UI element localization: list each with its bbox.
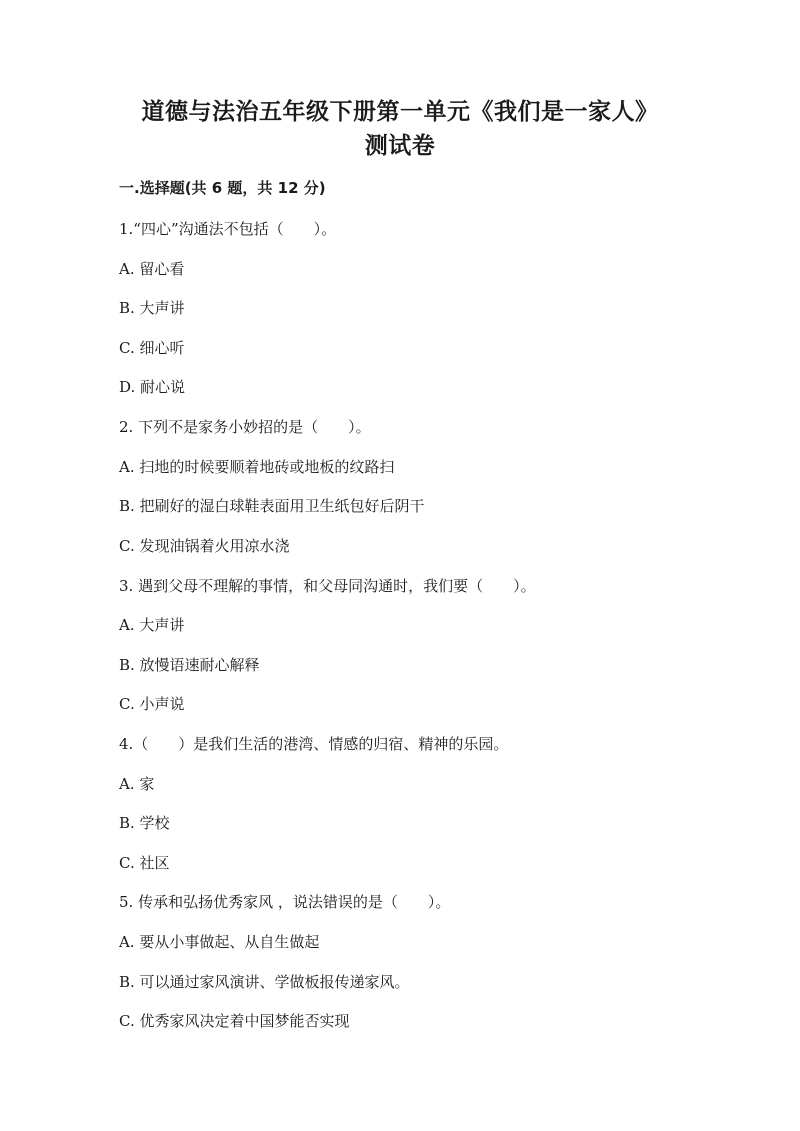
question-1-option-b: B. 大声讲	[119, 299, 185, 317]
question-2-option-a: A. 扫地的时候要顺着地砖或地板的纹路扫	[119, 458, 395, 476]
question-3-option-b: B. 放慢语速耐心解释	[119, 656, 260, 674]
question-4-option-c: C. 社区	[119, 854, 170, 872]
question-3-stem: 3. 遇到父母不理解的事情，和父母同沟通时，我们要（ ）。	[119, 577, 536, 595]
question-4-option-a: A. 家	[119, 775, 155, 793]
question-1-stem: 1.“四心”沟通法不包括（ ）。	[119, 220, 337, 238]
question-1-option-d: D. 耐心说	[119, 378, 186, 396]
question-2-option-c: C. 发现油锅着火用凉水浇	[119, 537, 290, 555]
question-4-option-b: B. 学校	[119, 814, 170, 832]
question-4-stem: 4.（ ）是我们生活的港湾、情感的归宿、精神的乐园。	[119, 735, 509, 753]
question-1-option-c: C. 细心听	[119, 339, 185, 357]
question-5-stem: 5. 传承和弘扬优秀家风 ，说法错误的是（ ）。	[119, 893, 451, 911]
question-3-option-c: C. 小声说	[119, 695, 185, 713]
question-1-option-a: A. 留心看	[119, 260, 185, 278]
question-5-option-b: B. 可以通过家风演讲、学做板报传递家风。	[119, 973, 410, 991]
question-3-option-a: A. 大声讲	[119, 616, 185, 634]
document-title-line-2: 测试卷	[364, 133, 436, 159]
question-2-stem: 2. 下列不是家务小妙招的是（ ）。	[119, 418, 371, 436]
document-title-line-1: 道德与法治五年级下册第一单元《我们是一家人》	[141, 99, 659, 125]
question-5-option-a: A. 要从小事做起、从自生做起	[119, 933, 320, 951]
section-heading: 一.选择题(共 6 题，共 12 分)	[119, 179, 326, 197]
question-2-option-b: B. 把刷好的湿白球鞋表面用卫生纸包好后阴干	[119, 497, 425, 515]
question-5-option-c: C. 优秀家风决定着中国梦能否实现	[119, 1012, 350, 1030]
